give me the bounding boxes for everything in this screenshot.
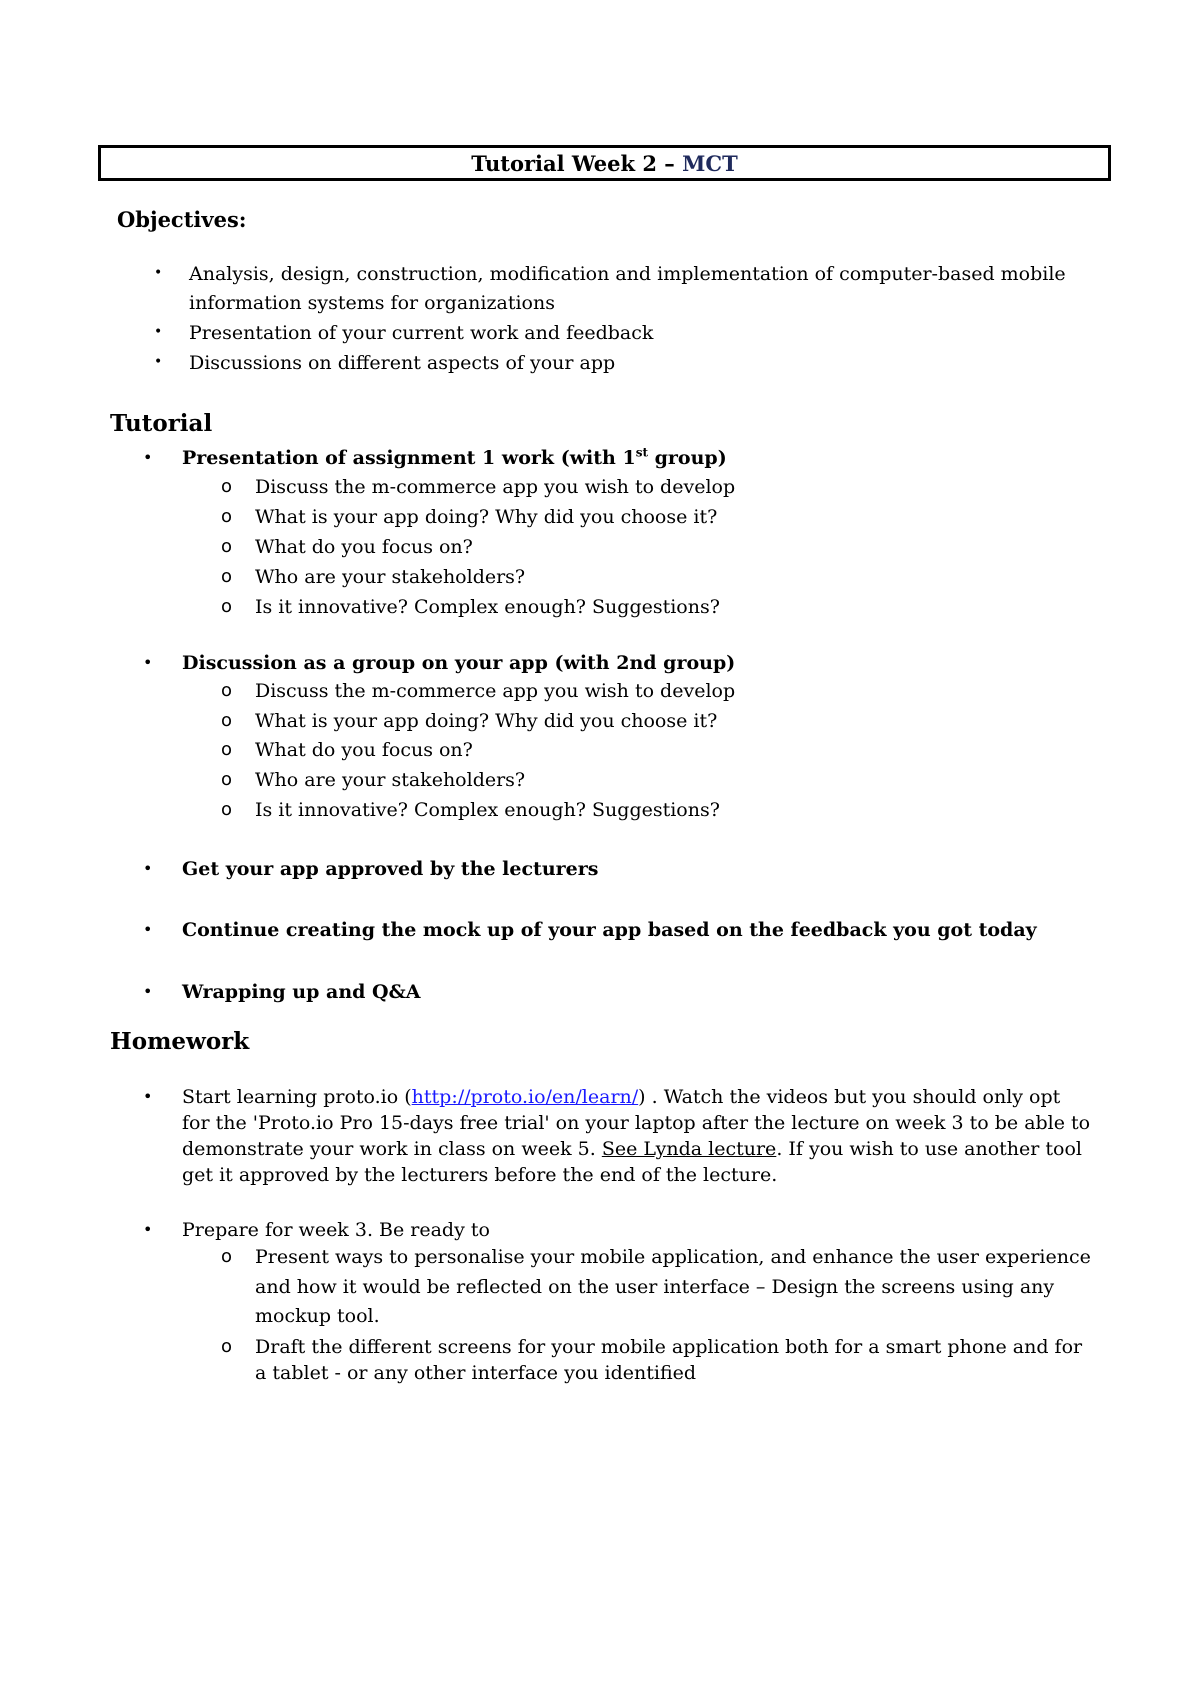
objectives-heading: Objectives: — [117, 207, 247, 232]
homework-heading: Homework — [110, 1028, 250, 1055]
objective-item: Discussions on different aspects of your app — [189, 352, 616, 374]
tutorial-item-3: Get your app approved by the lecturers — [182, 858, 599, 880]
sub-item: Is it innovative? Complex enough? Suggestions? — [255, 596, 720, 618]
sub-item: What is your app doing? Why did you choose it? — [255, 506, 718, 528]
sub-item: What do you focus on? — [255, 536, 473, 558]
lynda-lecture-link[interactable]: See Lynda lecture — [601, 1138, 777, 1160]
sub-item: Who are your stakeholders? — [255, 769, 526, 791]
superscript-st: st — [635, 445, 649, 460]
sub-bullet-icon: o — [221, 596, 233, 617]
sub-item: Discuss the m-commerce app you wish to develop — [255, 476, 736, 498]
homework-text: demonstrate your work in class on week 5. — [182, 1138, 602, 1160]
homework-item-2: Prepare for week 3. Be ready to — [182, 1219, 490, 1241]
homework-text: ) . Watch the videos but you should only opt — [638, 1086, 1061, 1108]
bullet-icon: • — [154, 265, 163, 281]
bullet-icon: • — [143, 982, 153, 1001]
bullet-icon: • — [154, 354, 163, 370]
homework-item-1-line: get it approved by the lecturers before the end of the lecture. — [182, 1164, 778, 1186]
homework-item-1-line — [182, 1083, 1060, 1111]
homework-sub-item-cont: mockup tool. — [255, 1305, 380, 1327]
tutorial-item-4: Continue creating the mock up of your app based on the feedback you got today — [182, 919, 1037, 941]
tutorial-item-2: Discussion as a group on your app (with 2nd group) — [182, 652, 736, 674]
title-accent: MCT — [682, 150, 738, 176]
sub-item: Discuss the m-commerce app you wish to develop — [255, 680, 736, 702]
homework-sub-item-cont: and how it would be reflected on the user interface – Design the screens using any — [255, 1276, 1055, 1298]
sub-item: Who are your stakeholders? — [255, 566, 526, 588]
objective-item-cont: information systems for organizations — [189, 292, 555, 314]
sub-item: What do you focus on? — [255, 739, 473, 761]
title-text: Tutorial Week 2 – — [471, 150, 675, 176]
title-box — [98, 145, 1111, 181]
bullet-icon: • — [143, 448, 153, 467]
sub-bullet-icon: o — [221, 566, 233, 587]
bullet-icon: • — [143, 1087, 153, 1106]
tutorial-item-5: Wrapping up and Q&A — [182, 981, 421, 1003]
sub-bullet-icon: o — [221, 536, 233, 557]
sub-bullet-icon: o — [221, 680, 233, 701]
bullet-icon: • — [143, 859, 153, 878]
bullet-icon: • — [154, 324, 163, 340]
tutorial-item-1-text-end: group) — [648, 447, 727, 469]
sub-bullet-icon: o — [221, 476, 233, 497]
sub-bullet-icon: o — [221, 799, 233, 820]
tutorial-item-1-text: Presentation of assignment 1 work (with 1 — [182, 447, 636, 469]
sub-item: Is it innovative? Complex enough? Suggestions? — [255, 799, 720, 821]
homework-text: Start learning proto.io ( — [182, 1086, 412, 1108]
bullet-icon: • — [143, 653, 153, 672]
sub-bullet-icon: o — [221, 1336, 233, 1357]
proto-io-link[interactable]: http://proto.io/en/learn/ — [411, 1086, 639, 1108]
sub-bullet-icon: o — [221, 506, 233, 527]
tutorial-item-1 — [182, 444, 727, 472]
homework-sub-item: Draft the different screens for your mobile application both for a smart phone and for — [255, 1336, 1083, 1358]
homework-item-1-line — [182, 1135, 1082, 1163]
homework-item-1-line: for the 'Proto.io Pro 15-days free trial' on your laptop after the lecture on week 3 to be able to — [182, 1112, 1091, 1134]
bullet-icon: • — [143, 1220, 153, 1239]
tutorial-heading: Tutorial — [110, 410, 213, 437]
sub-bullet-icon: o — [221, 739, 233, 760]
objective-item: Analysis, design, construction, modification and implementation of computer-based mobile — [189, 263, 1066, 285]
sub-bullet-icon: o — [221, 710, 233, 731]
homework-sub-item: Present ways to personalise your mobile application, and enhance the user experience — [255, 1246, 1091, 1268]
bullet-icon: • — [143, 920, 153, 939]
sub-bullet-icon: o — [221, 1246, 233, 1267]
sub-bullet-icon: o — [221, 769, 233, 790]
sub-item: What is your app doing? Why did you choose it? — [255, 710, 718, 732]
objective-item: Presentation of your current work and feedback — [189, 322, 654, 344]
homework-sub-item-cont: a tablet - or any other interface you identified — [255, 1362, 697, 1384]
homework-text: . If you wish to use another tool — [776, 1138, 1083, 1160]
